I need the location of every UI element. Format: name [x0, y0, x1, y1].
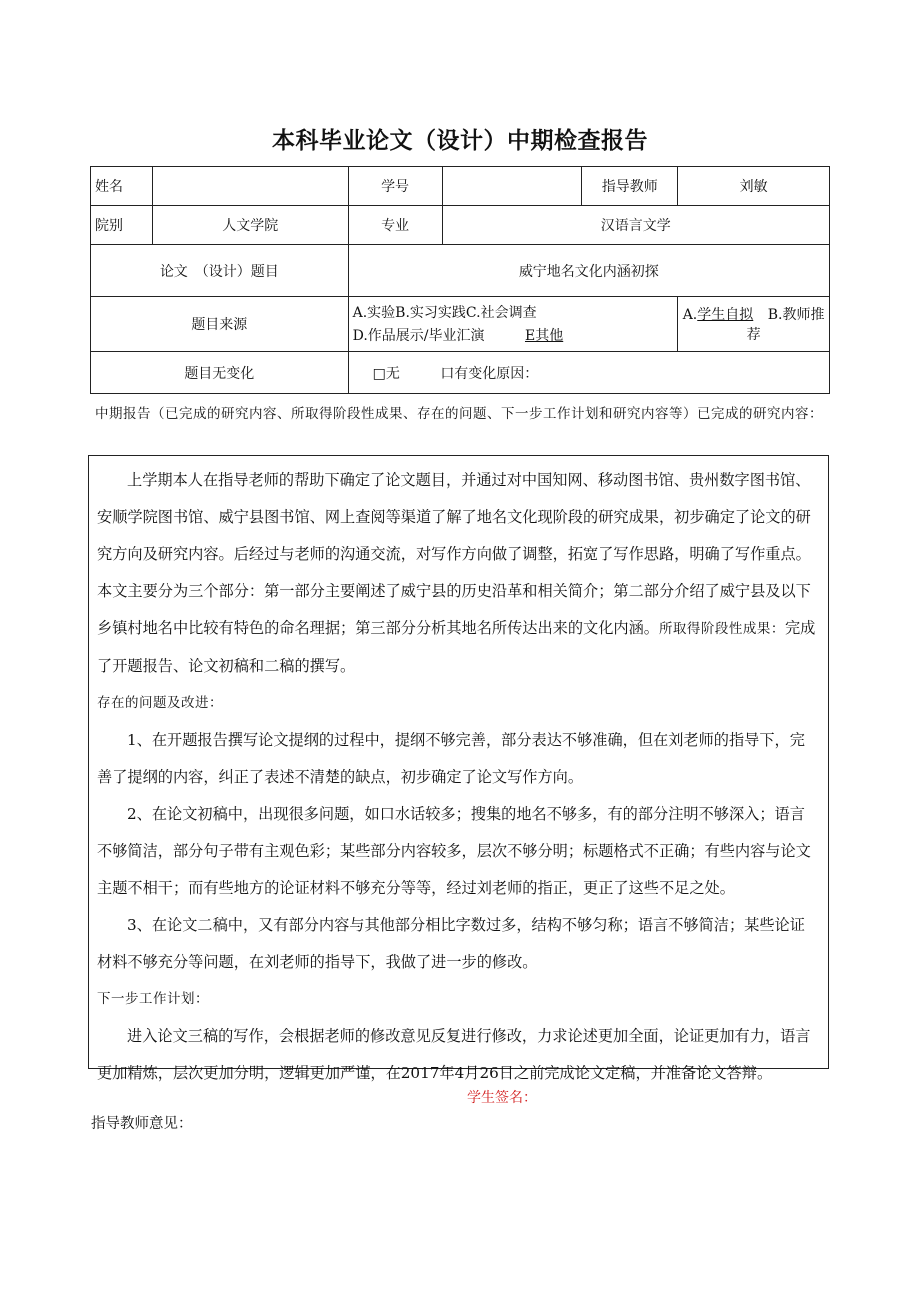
topic-label: 论文 （设计）题目 [91, 245, 349, 297]
problem-3: 3、在论文二稿中，又有部分内容与其他部分相比字数过多，结构不够匀称；语言不够简洁；某些论证材料不够充分等问题，在刘老师的指导下，我做了进一步的修改。 [97, 916, 805, 971]
advisor-label: 指导教师 [582, 167, 678, 206]
recommend-a: 学生自拟 [697, 307, 754, 323]
problems-label: 存在的问题及改进： [97, 695, 223, 711]
student-id-field[interactable] [442, 167, 582, 206]
completed-paragraph [97, 462, 820, 685]
page-title: 本科毕业论文（设计）中期检查报告 [272, 128, 648, 154]
source-option-d: D.作品展示/毕业汇演 [352, 328, 485, 344]
recommend-options[interactable] [678, 297, 830, 352]
report-body [88, 455, 829, 1082]
major-label: 专业 [348, 206, 442, 245]
change-label: 题目无变化 [91, 352, 349, 394]
student-signature-label: 学生签名： [467, 1090, 537, 1106]
completed-text: 上学期本人在指导老师的帮助下确定了论文题目，并通过对中国知网、移动图书馆、贵州数字图书馆、安顺学院图书馆、威宁县图书馆、网上查阅等渠道了解了地名文化现阶段的研究成果，初步确定了论文的研究方向及研究内容。后经过与老师的沟通交流，对写作方向做了调整，拓宽了写作思路，明确了写作重点。本文主要分为三个部分：第一部分主要阐述了威宁县的历史沿革和相关简介；第二部分介绍了威宁县及以下乡镇村地名中比较有特色的命名理据；第三部分分析其地名所传达出来的文化内涵。 [97, 471, 811, 637]
source-label: 题目来源 [91, 297, 349, 352]
problem-2: 2、在论文初稿中，出现很多问题，如口水话较多；搜集的地名不够多，有的部分注明不够深入；语言不够简洁，部分句子带有主观色彩；某些部分内容较多，层次不够分明；标题格式不正确；有些内容与论文主题不相干；而有些地方的论证材料不够充分等等，经过刘老师的指正，更正了这些不足之处。 [97, 805, 811, 897]
school-label: 院别 [91, 206, 153, 245]
name-label: 姓名 [91, 167, 153, 206]
info-table [90, 166, 830, 394]
change-options[interactable] [348, 352, 829, 394]
school-field[interactable]: 人文学院 [152, 206, 348, 245]
problem-1: 1、在开题报告撰写论文提纲的过程中，提纲不够完善，部分表达不够准确，但在刘老师的指导下，完善了提纲的内容，纠正了表述不清楚的缺点，初步确定了论文写作方向。 [97, 731, 805, 786]
topic-field[interactable]: 威宁地名文化内涵初探 [348, 245, 829, 297]
mid-report-label: 中期报告（已完成的研究内容、所取得阶段性成果、存在的问题、下一步工作计划和研究内容等）已完成的研究内容： [95, 406, 823, 422]
achievement-label: 所取得阶段性成果： [658, 621, 785, 637]
recommend-b: B.教师推荐 [746, 307, 825, 343]
change-yes-checkbox[interactable]: 口有变化原因： [440, 365, 539, 382]
source-options[interactable] [348, 297, 678, 352]
name-field[interactable] [152, 167, 348, 206]
plan-label: 下一步工作计划： [97, 991, 209, 1007]
change-no-checkbox[interactable]: □无 [372, 365, 400, 382]
recommend-a-prefix: A. [682, 307, 698, 323]
source-options-line2 [353, 325, 674, 348]
major-field[interactable]: 汉语言文学 [442, 206, 830, 245]
advisor-opinion-label: 指导教师意见： [91, 1116, 193, 1132]
source-option-e: E其他 [524, 328, 564, 344]
achievement-text: 完成了开题报告、论文初稿和二稿的撰写。 [97, 619, 816, 675]
source-options-line1: A.实验B.实习实践C.社会调查 [352, 305, 537, 321]
advisor-field[interactable]: 刘敏 [678, 167, 830, 206]
student-id-label: 学号 [348, 167, 442, 206]
plan-text: 进入论文三稿的写作，会根据老师的修改意见反复进行修改，力求论述更加全面，论证更加有力，语言更加精炼，层次更加分明，逻辑更加严谨，在2017年4月26日之前完成论文定稿，并准备论文答辩。 [97, 1027, 811, 1082]
